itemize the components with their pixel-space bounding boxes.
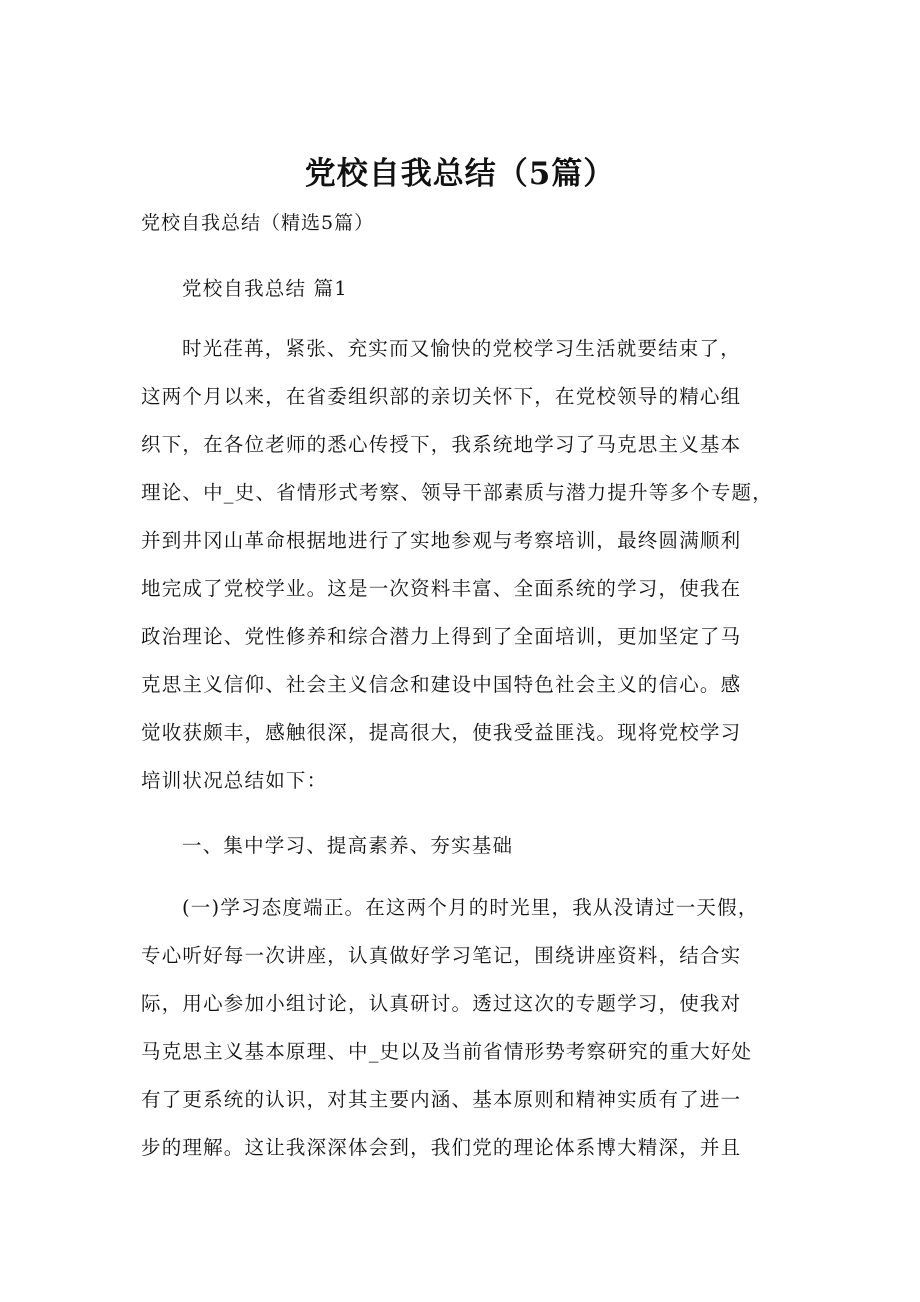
paragraph-1: [141, 325, 806, 805]
paragraph-1-line: 克思主义信仰、社会主义信念和建设中国特色社会主义的信心。感: [141, 673, 742, 696]
paragraph-2-line: 际，用心参加小组讨论，认真研讨。透过这次的专题学习，使我对: [141, 992, 742, 1015]
paragraph-1-line: 地完成了党校学业。这是一次资料丰富、全面系统的学习，使我在: [141, 577, 742, 600]
section-heading-1: [141, 822, 806, 870]
paragraph-1-line: 觉收获颇丰，感触很深，提高很大，使我受益匪浅。现将党校学习: [141, 721, 742, 744]
paragraph-1-line: 培训状况总结如下：: [141, 769, 328, 792]
paragraph-2-line: 步的理解。这让我深深体会到，我们党的理论体系博大精深，并且: [141, 1136, 742, 1159]
document-title: 党校自我总结（5篇）: [304, 156, 616, 192]
paragraph-2-line: (一)学习态度端正。在这两个月的时光里，我从没请过一天假，: [182, 896, 759, 919]
document-subtitle: 党校自我总结（精选5篇）: [141, 212, 375, 234]
paragraph-1-line: 时光荏苒，紧张、充实而又愉快的党校学习生活就要结束了，: [182, 337, 741, 360]
paragraph-2-line: 有了更系统的认识，对其主要内涵、基本原则和精神实质有了进一: [141, 1088, 742, 1111]
paragraph-1-line: 并到井冈山革命根据地进行了实地参观与考察培训，最终圆满顺利: [141, 529, 742, 552]
section-heading-text: 党校自我总结 篇1: [182, 277, 348, 300]
section-heading: [141, 265, 806, 313]
paragraph-2-line: 专心听好每一次讲座，认真做好学习笔记，围绕讲座资料，结合实: [141, 944, 742, 967]
paragraph-1-line: 政治理论、党性修养和综合潜力上得到了全面培训，更加坚定了马: [141, 625, 742, 648]
paragraph-2-line: 马克思主义基本原理、中_史以及当前省情形势考察研究的重大好处: [141, 1040, 753, 1063]
paragraph-2: [141, 884, 806, 1172]
paragraph-1-line: 这两个月以来，在省委组织部的亲切关怀下，在党校领导的精心组: [141, 385, 742, 408]
paragraph-1-line: 织下，在各位老师的悉心传授下，我系统地学习了马克思主义基本: [141, 433, 742, 456]
paragraph-1-line: 理论、中_史、省情形式考察、领导干部素质与潜力提升等多个专题，: [141, 481, 773, 504]
heading-1-text: 一、集中学习、提高素养、夯实基础: [182, 834, 514, 857]
